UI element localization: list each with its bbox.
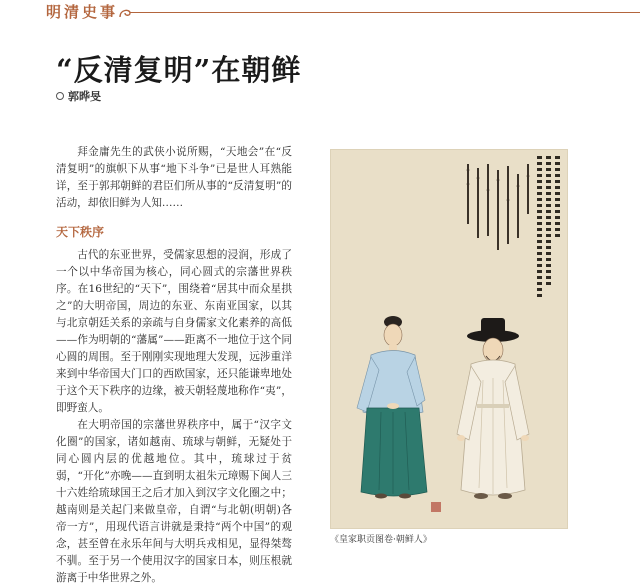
korean-figures-painting [331, 150, 567, 528]
author-line [56, 88, 101, 104]
paragraph: 古代的东亚世界，受儒家思想的浸润，形成了一个以中华帝国为核心，同心圆式的宗藩世界秩序。在16世纪的“天下”，围绕着“居其中而众星拱之”的大明帝国，周边的东亚、东南亚国家，以其与北京朝廷关系的亲疏与自身儒家文化素养的高低——作为明朝的“藩属”——距离不一地位于这个同心圆的周围。至于刚刚实现地理大发现，远涉重洋来到中华帝国大门口的西欧国家，还只能谦卑地处于这个天下秩序的边缘，被天朝轻蔑地称作“夷”，即野蛮人。 [56, 249, 292, 414]
intro-paragraph: 拜金庸先生的武侠小说所赐，“天地会”在“反清复明”的旗帜下从事“地下斗争”已是世人耳熟能详，至于郭邦朝鲜的君臣们所从事的“反清复明”的活动，却依旧鲜为人知…… [56, 146, 292, 209]
paragraph: 在大明帝国的宗藩世界秩序中，属于“汉字文化圈”的国家，诸如越南、琉球与朝鲜，无疑处于同心圆内层的优越地位。其中，琉球过于贫弱，“开化”亦晚——直到明太祖朱元璋赐下闽人三十六姓给琉球国王之后才加入到汉字文化圈之中；越南则是关起门来做皇帝，自谓“与北朝(明朝)各帝一方”，用现代语言讲就是秉持“两个中国”的观念，甚至曾在永乐年间与大明兵戎相见，显得桀骜不驯。至于另一个使用汉字的国家日本，则压根就游离于中华世界之外。 [56, 419, 292, 584]
author-name: 郭晔旻 [68, 90, 101, 103]
figure-caption: 《皇家职贡图卷·朝鲜人》 [330, 535, 432, 545]
header-bar [0, 0, 640, 24]
article-body [56, 144, 292, 587]
bullet-icon [56, 92, 64, 100]
illustration [330, 149, 568, 529]
section-label: 明清史事 [46, 3, 119, 21]
section-heading: 天下秩序 [56, 225, 105, 239]
header-rule [130, 12, 640, 13]
article-title: “反清复明”在朝鲜 [56, 53, 302, 87]
